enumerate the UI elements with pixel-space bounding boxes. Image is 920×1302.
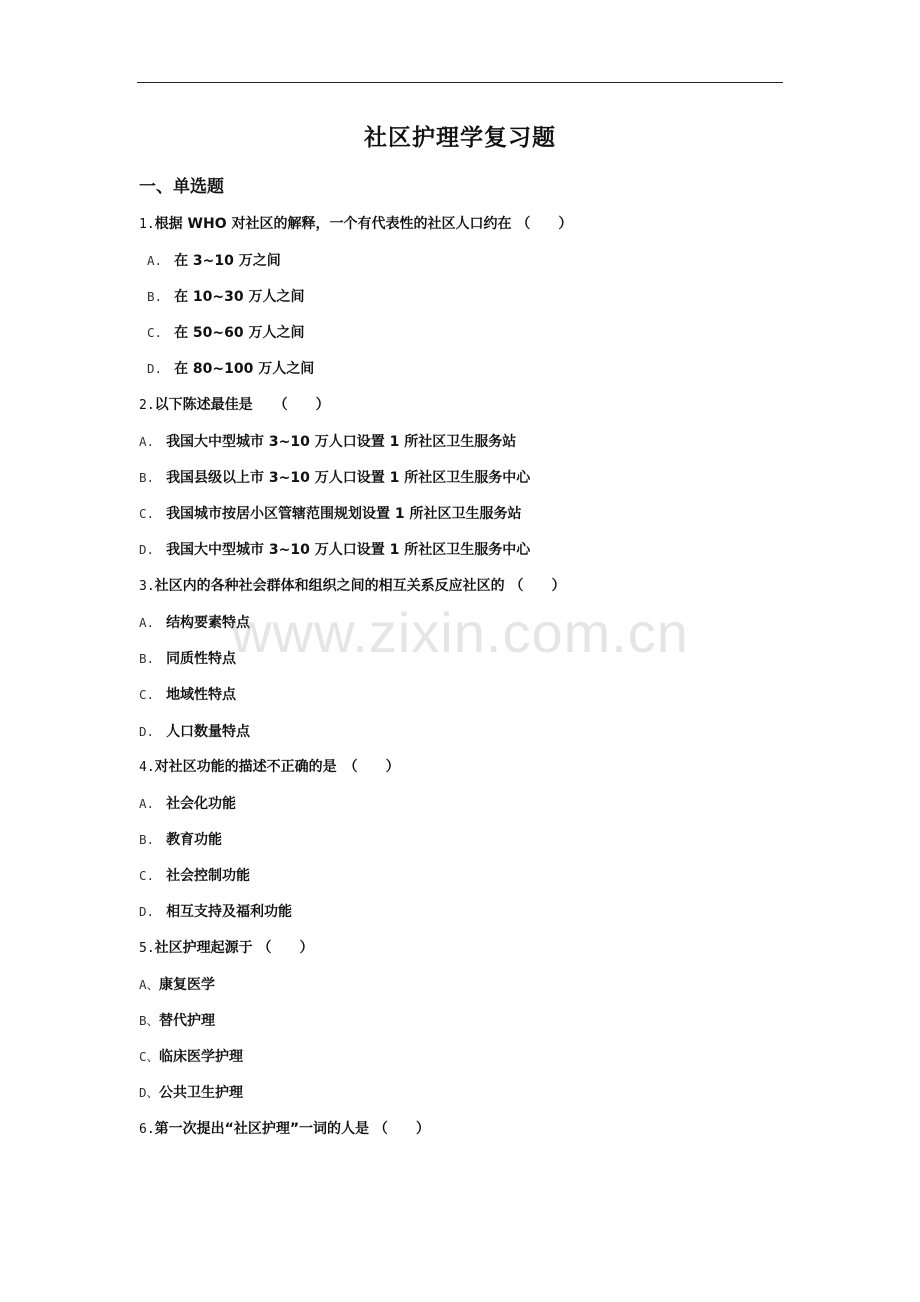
- option-letter: A.: [139, 615, 155, 630]
- option-text: 社会化功能: [166, 796, 237, 812]
- q3-option-d: [139, 722, 250, 742]
- question-1: [139, 214, 572, 235]
- q1-option-c: [147, 323, 305, 343]
- q2-option-b: [139, 468, 530, 488]
- option-letter: B、: [139, 1013, 160, 1028]
- question-text: 根据 WHO 对社区的解释，一个有代表性的社区人口约在 （ ）: [154, 216, 573, 232]
- option-letter: B.: [139, 832, 155, 847]
- question-text: 以下陈述最佳是 （ ）: [154, 397, 330, 413]
- option-letter: C.: [139, 687, 155, 702]
- option-letter: C.: [147, 325, 163, 340]
- question-text: 社区护理起源于 （ ）: [154, 940, 314, 956]
- q1-option-b: [147, 287, 305, 307]
- option-letter: B.: [139, 470, 155, 485]
- option-letter: A.: [139, 434, 155, 449]
- q3-option-c: [139, 685, 236, 705]
- question-5: [139, 938, 314, 959]
- option-letter: D.: [139, 904, 155, 919]
- question-text: 对社区功能的描述不正确的是 （ ）: [154, 759, 400, 775]
- option-letter: B.: [139, 651, 155, 666]
- option-letter: A.: [147, 253, 163, 268]
- q4-option-a: [139, 794, 236, 814]
- option-text: 在 80~100 万人之间: [174, 361, 315, 377]
- option-letter: C、: [139, 1049, 160, 1064]
- q3-option-a: [139, 613, 250, 633]
- option-text: 替代护理: [159, 1013, 216, 1029]
- option-text: 我国大中型城市 3~10 万人口设置 1 所社区卫生服务中心: [166, 542, 531, 558]
- question-6: [139, 1119, 430, 1140]
- question-3: [139, 576, 566, 597]
- option-text: 公共卫生护理: [159, 1085, 244, 1101]
- option-text: 我国县级以上市 3~10 万人口设置 1 所社区卫生服务中心: [166, 470, 531, 486]
- q1-option-a: [147, 251, 281, 271]
- option-text: 在 10~30 万人之间: [174, 289, 305, 305]
- q1-option-d: [147, 359, 314, 379]
- question-number: 3.: [139, 579, 155, 594]
- question-number: 2.: [139, 398, 155, 413]
- q2-option-d: [139, 540, 530, 560]
- watermark: www.zixin.com.cn: [231, 601, 689, 664]
- q4-option-c: [139, 866, 250, 886]
- question-text: 第一次提出“社区护理”一词的人是 （ ）: [154, 1121, 430, 1137]
- option-text: 在 50~60 万人之间: [174, 325, 305, 341]
- option-text: 相互支持及福利功能: [166, 904, 293, 920]
- document-title: 社区护理学复习题: [364, 125, 556, 151]
- option-text: 我国大中型城市 3~10 万人口设置 1 所社区卫生服务站: [166, 434, 517, 450]
- q5-option-b: [139, 1011, 215, 1031]
- option-text: 人口数量特点: [166, 724, 251, 740]
- option-letter: A.: [139, 796, 155, 811]
- question-text: 社区内的各种社会群体和组织之间的相互关系反应社区的 （ ）: [154, 578, 566, 594]
- option-letter: D、: [139, 1085, 160, 1100]
- option-text: 地域性特点: [166, 687, 237, 703]
- option-text: 我国城市按居小区管辖范围规划设置 1 所社区卫生服务站: [166, 506, 522, 522]
- option-text: 社会控制功能: [166, 868, 251, 884]
- option-letter: A、: [139, 977, 160, 992]
- option-text: 结构要素特点: [166, 615, 251, 631]
- q3-option-b: [139, 649, 236, 669]
- option-letter: C.: [139, 868, 155, 883]
- q5-option-d: [139, 1083, 243, 1103]
- option-letter: C.: [139, 506, 155, 521]
- question-4: [139, 757, 400, 778]
- option-text: 临床医学护理: [159, 1049, 244, 1065]
- q4-option-b: [139, 830, 222, 850]
- option-letter: D.: [147, 361, 163, 376]
- option-letter: D.: [139, 542, 155, 557]
- q2-option-c: [139, 504, 522, 524]
- option-text: 康复医学: [159, 977, 216, 993]
- header-rule: [137, 82, 783, 83]
- option-text: 教育功能: [166, 832, 223, 848]
- section-heading: 一、单选题: [139, 177, 224, 197]
- option-text: 同质性特点: [166, 651, 237, 667]
- question-number: 5.: [139, 941, 155, 956]
- option-letter: D.: [139, 724, 155, 739]
- option-letter: B.: [147, 289, 163, 304]
- question-2: [139, 395, 330, 416]
- q5-option-c: [139, 1047, 243, 1067]
- question-number: 1.: [139, 217, 155, 232]
- option-text: 在 3~10 万之间: [174, 253, 281, 269]
- q2-option-a: [139, 432, 516, 452]
- q4-option-d: [139, 902, 292, 922]
- question-number: 4.: [139, 760, 155, 775]
- question-number: 6.: [139, 1122, 155, 1137]
- q5-option-a: [139, 975, 215, 995]
